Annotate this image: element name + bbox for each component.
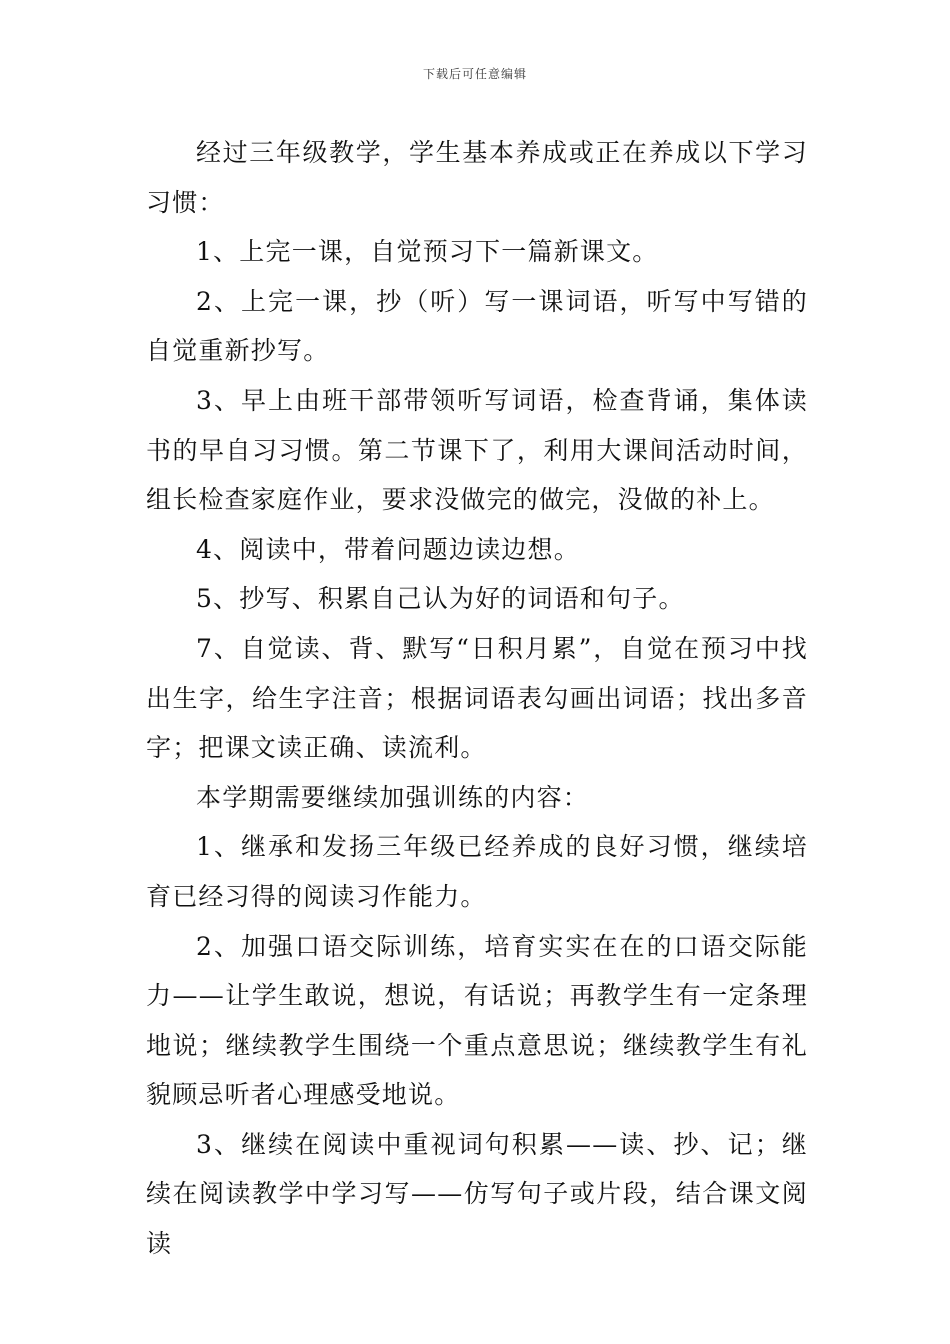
paragraph-habit-1: 1、上完一课，自觉预习下一篇新课文。 (196, 237, 659, 267)
paragraph-habit-2: 2、上完一课，抄（听）写一课词语，听写中写错的自觉重新抄写。 (146, 286, 808, 366)
page-header: 下载后可任意编辑 (422, 67, 527, 81)
paragraph-intro: 经过三年级教学，学生基本养成或正在养成以下学习习惯： (146, 138, 808, 217)
paragraph-habit-5: 5、抄写、积累自己认为好的词语和句子。 (196, 584, 685, 614)
paragraph-training-3: 3、继续在阅读中重视词句积累——读、抄、记；继续在阅读教学中学习写——仿写句子或片段，结合课文阅读 (146, 1129, 808, 1259)
paragraph-habit-3: 3、早上由班干部带领听写词语，检查背诵，集体读书的早自习习惯。第二节课下了，利用大课间活动时间，组长检查家庭作业，要求没做完的做完，没做的补上。 (146, 385, 808, 515)
document-body (146, 128, 808, 1269)
paragraph-training-heading: 本学期需要继续加强训练的内容： (196, 782, 590, 812)
paragraph-training-2: 2、加强口语交际训练，培育实实在在的口语交际能力——让学生敢说，想说，有话说；再教学生有一定条理地说；继续教学生围绕一个重点意思说；继续教学生有礼貌顾忌听者心理感受地说。 (146, 931, 808, 1110)
paragraph-training-1: 1、继承和发扬三年级已经养成的良好习惯，继续培育已经习得的阅读习作能力。 (146, 832, 808, 911)
paragraph-habit-4: 4、阅读中，带着问题边读边想。 (196, 534, 580, 564)
paragraph-habit-7: 7、自觉读、背、默写“日积月累”，自觉在预习中找出生字，给生字注音；根据词语表勾画出词语；找出多音字；把课文读正确、读流利。 (146, 633, 808, 763)
